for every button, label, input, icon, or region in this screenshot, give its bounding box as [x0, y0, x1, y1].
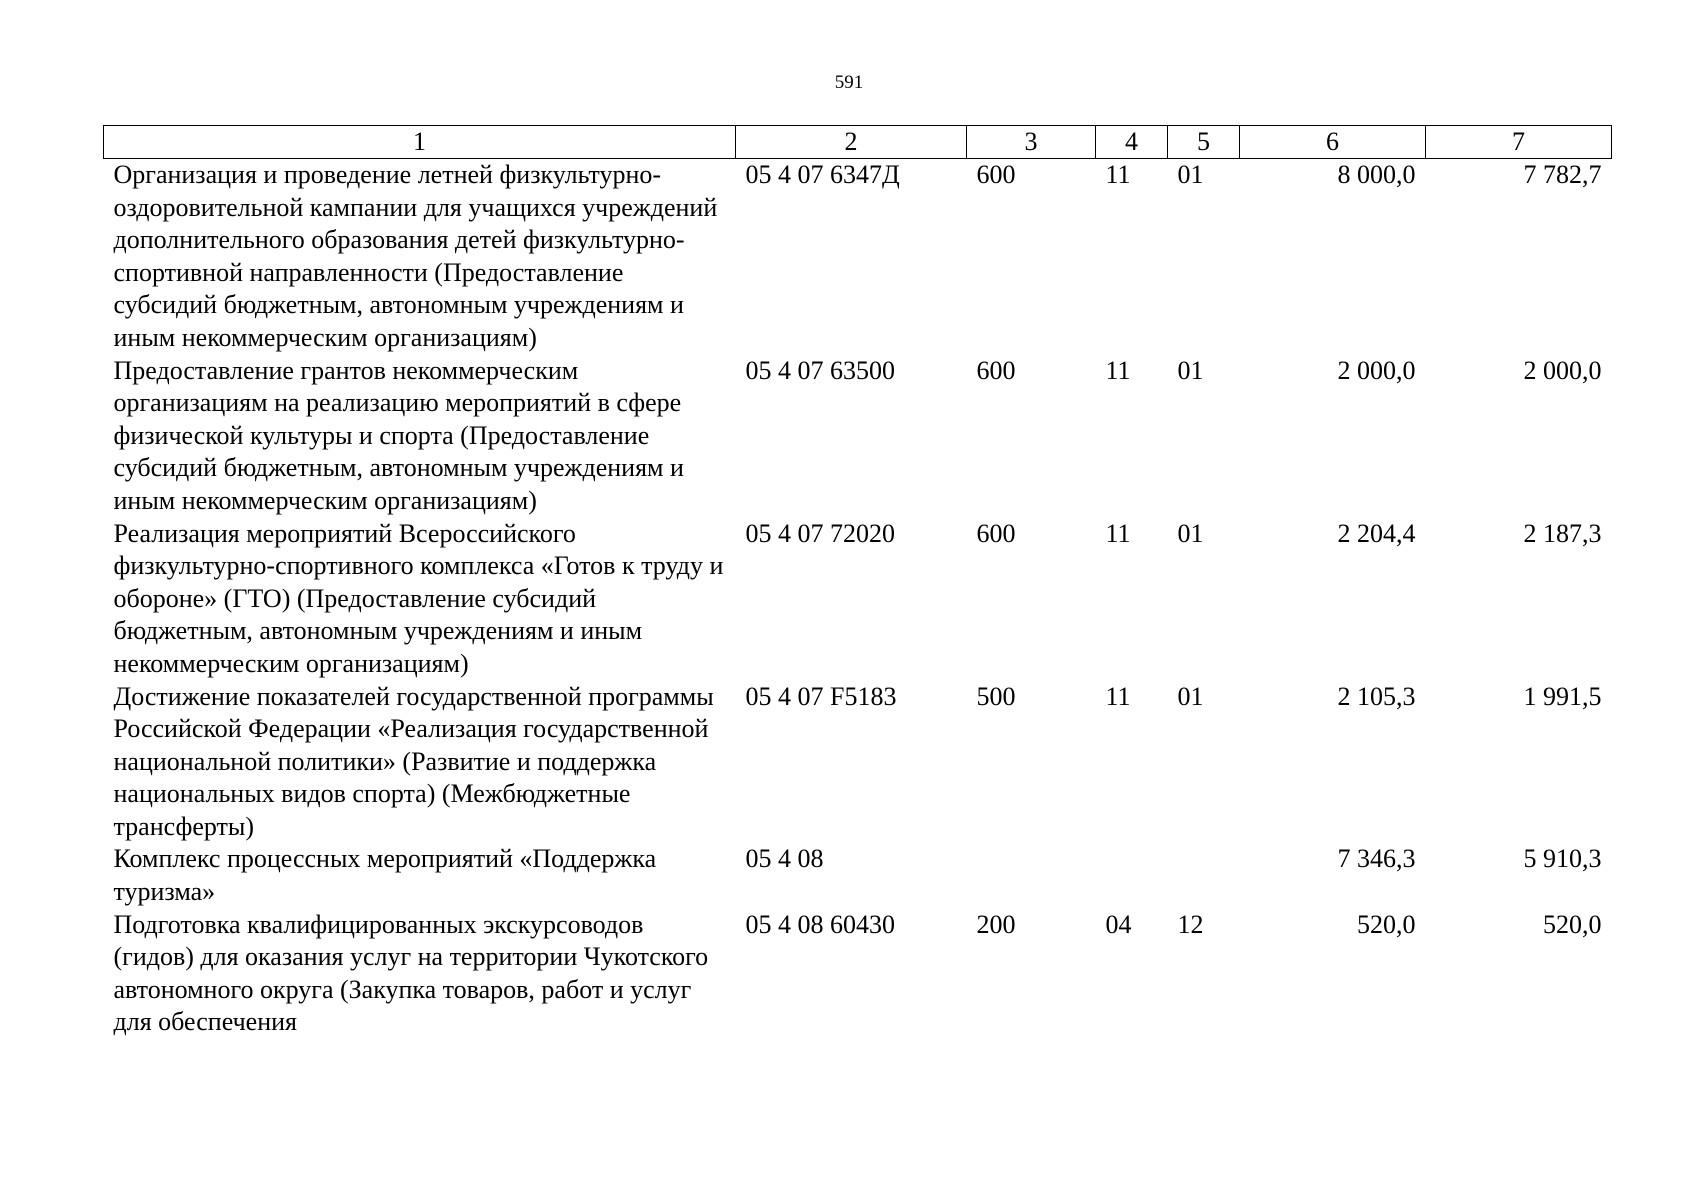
row-rz: 11: [1105, 518, 1131, 548]
page-number: 591: [834, 72, 864, 93]
row-name: Предоставление грантов некоммерческим организациям на реализацию мероприятий в сфере физической культуры и спорта (Предоставление субсидий бюджетным, автономным учреждениям и иным некоммерческим организациям): [113, 355, 684, 515]
row-sum-1: 2 105,3: [1337, 681, 1416, 711]
row-sum-1: 7 346,3: [1337, 844, 1416, 874]
row-rz: 11: [1105, 355, 1131, 385]
table-row: [104, 843, 1612, 908]
row-sum-2: 7 782,7: [1523, 160, 1602, 189]
row-rz: 11: [1105, 160, 1131, 189]
column-header-2: 2: [736, 126, 967, 159]
row-vr: 600: [976, 160, 1016, 189]
row-pr: 01: [1177, 160, 1204, 189]
row-vr: 600: [976, 518, 1016, 548]
column-header-3: 3: [967, 126, 1096, 159]
header-row: [104, 126, 1612, 159]
row-pr: 12: [1177, 909, 1204, 939]
row-code: 05 4 07 63500: [745, 355, 895, 385]
row-sum-1: 2 000,0: [1337, 355, 1416, 385]
table-row: [104, 159, 1612, 355]
row-rz: [1096, 843, 1168, 908]
row-code: 05 4 08: [745, 844, 824, 874]
column-header-6: 6: [1240, 126, 1426, 159]
row-vr: 500: [976, 681, 1016, 711]
row-vr: 200: [976, 909, 1016, 939]
row-pr: 01: [1177, 681, 1204, 711]
table-row: [104, 355, 1612, 518]
row-name: Комплекс процессных мероприятий «Поддержка туризма»: [113, 844, 657, 907]
row-code: 05 4 08 60430: [745, 909, 895, 939]
table-row: [104, 518, 1612, 681]
row-pr: 01: [1177, 355, 1204, 385]
budget-table: [103, 125, 1612, 1039]
column-header-1: 1: [104, 126, 736, 159]
column-header-4: 4: [1096, 126, 1168, 159]
row-sum-2: 2 000,0: [1523, 355, 1602, 385]
table-row: [104, 909, 1612, 1039]
row-sum-1: 520,0: [1357, 909, 1416, 939]
row-code: 05 4 07 72020: [745, 518, 895, 548]
row-sum-1: 2 204,4: [1337, 518, 1416, 548]
row-code: 05 4 07 F5183: [745, 681, 897, 711]
column-header-5: 5: [1168, 126, 1240, 159]
row-sum-1: 8 000,0: [1337, 160, 1416, 189]
row-vr: 600: [976, 355, 1016, 385]
row-rz: 04: [1105, 909, 1132, 939]
row-sum-2: 2 187,3: [1523, 518, 1602, 548]
row-name: Достижение показателей государственной программы Российской Федерации «Реализация государственной национальной политики» (Развитие и поддержка национальных видов спорта) (Межбюджетные трансферты): [113, 681, 714, 841]
row-pr: [1168, 843, 1240, 908]
row-sum-2: 1 991,5: [1523, 681, 1602, 711]
table-header: [104, 126, 1612, 159]
row-sum-2: 5 910,3: [1523, 844, 1602, 874]
row-rz: 11: [1105, 681, 1131, 711]
row-code: 05 4 07 6347Д: [745, 160, 900, 189]
row-vr: [967, 843, 1096, 908]
row-name: Подготовка квалифицированных экскурсоводов (гидов) для оказания услуг на территории Чукотского автономного округа (Закупка товаров, работ и услуг для обеспечения: [113, 909, 709, 1037]
row-pr: 01: [1177, 518, 1204, 548]
row-name: Реализация мероприятий Всероссийского физкультурно-спортивного комплекса «Готов к труду и обороне» (ГТО) (Предоставление субсидий бюджетным, автономным учреждениям и иным некоммерческим организациям): [113, 518, 724, 678]
table-row: [104, 681, 1612, 844]
row-name: Организация и проведение летней физкультурно-оздоровительной кампании для учащихся учреждений дополнительного образования детей физкультурно-спортивной направленности (Предоставление субсидий бюджетным, автономным учреждениям и иным некоммерческим организациям): [113, 160, 718, 352]
row-sum-2: 520,0: [1543, 909, 1602, 939]
table-body: [104, 159, 1612, 1040]
column-header-7: 7: [1426, 126, 1612, 159]
